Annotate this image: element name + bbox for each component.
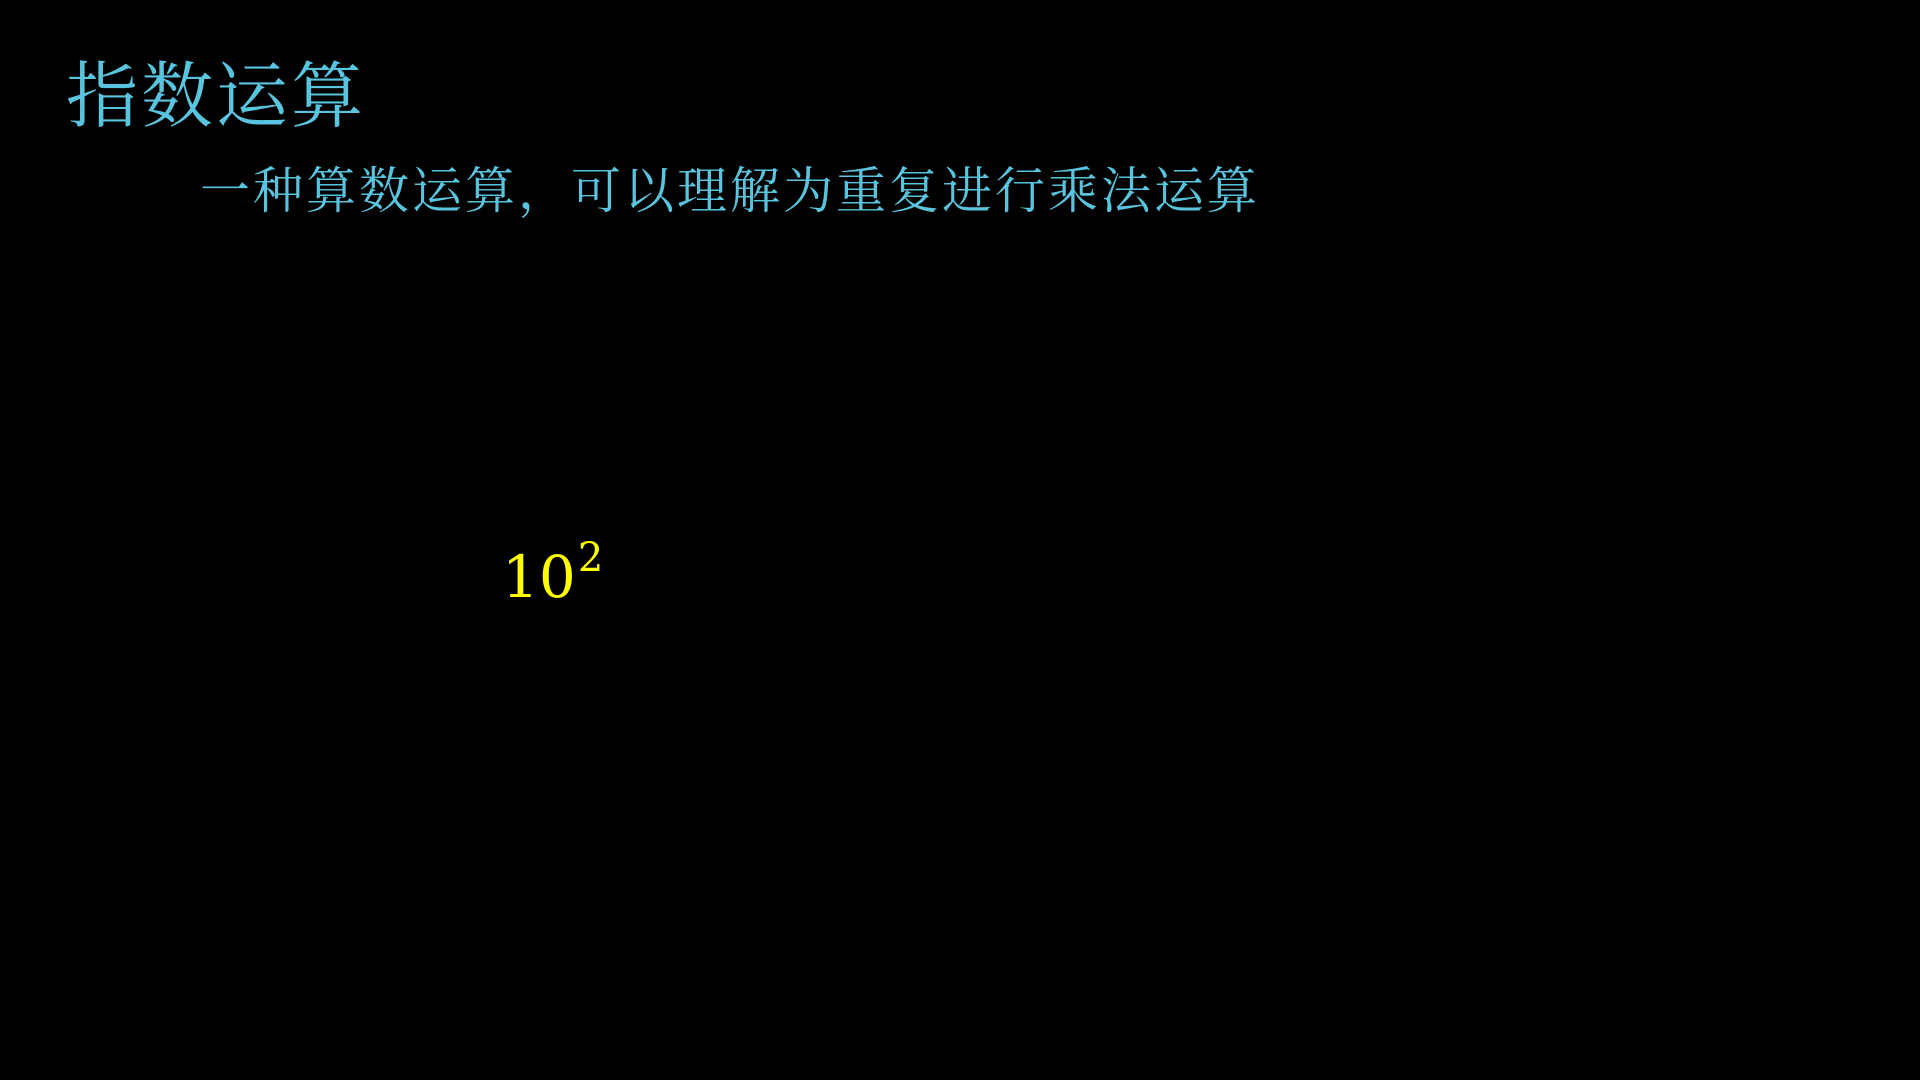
expression-exponent: 2: [577, 535, 604, 581]
slide-title: 指数运算: [66, 54, 367, 138]
power-expression: [502, 535, 604, 611]
slide-subtitle: 一种算数运算，可以理解为重复进行乘法运算: [200, 162, 1260, 220]
expression-base: 10: [502, 543, 576, 611]
